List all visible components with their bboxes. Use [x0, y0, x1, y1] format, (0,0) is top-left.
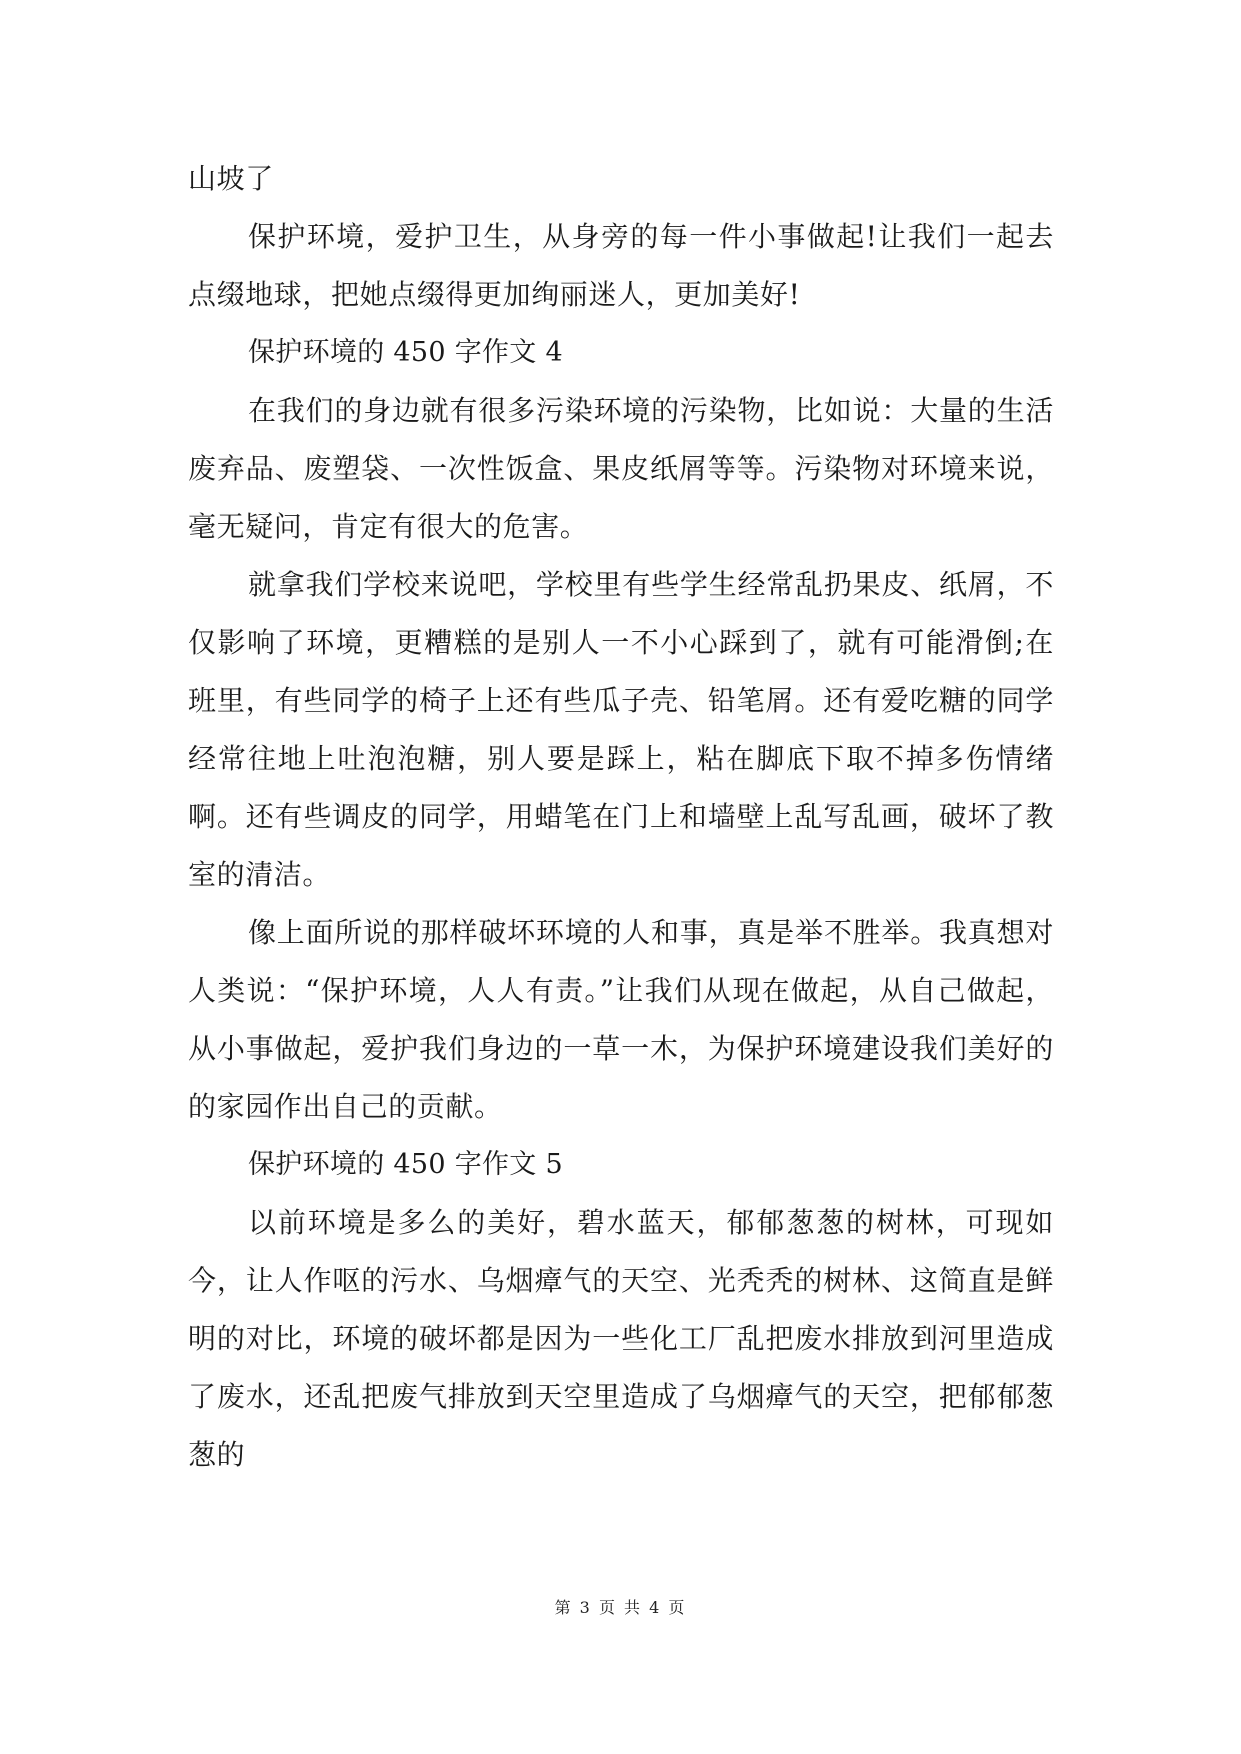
page-footer — [0, 1595, 1241, 1618]
paragraph: 就拿我们学校来说吧，学校里有些学生经常乱扔果皮、纸屑，不仅影响了环境，更糟糕的是别人一不小心踩到了，就有可能滑倒;在班里，有些同学的椅子上还有些瓜子壳、铅笔屑。还有爱吃糖的同学经常往地上吐泡泡糖，别人要是踩上，粘在脚底下取不掉多伤情绪啊。还有些调皮的同学，用蜡笔在门上和墙壁上乱写乱画，破坏了教室的清洁。 — [188, 568, 1054, 891]
document-body — [188, 150, 1054, 1484]
page-number-label: 第 3 页 共 4 页 — [554, 1598, 687, 1617]
paragraph: 以前环境是多么的美好，碧水蓝天，郁郁葱葱的树林，可现如今，让人作呕的污水、乌烟瘴气的天空、光秃秃的树林、这简直是鲜明的对比，环境的破坏都是因为一些化工厂乱把废水排放到河里造成了废水，还乱把废气排放到天空里造成了乌烟瘴气的天空，把郁郁葱葱的 — [188, 1206, 1054, 1471]
paragraph: 像上面所说的那样破坏环境的人和事，真是举不胜举。我真想对人类说：“保护环境，人人有责。”让我们从现在做起，从自己做起，从小事做起，爱护我们身边的一草一木，为保护环境建设我们美好的的家园作出自己的贡献。 — [188, 916, 1054, 1123]
essay-heading: 保护环境的 450 字作文 5 — [248, 1149, 563, 1180]
paragraph-continuation: 山坡了 — [188, 162, 274, 195]
paragraph: 保护环境，爱护卫生，从身旁的每一件小事做起!让我们一起去点缀地球，把她点缀得更加绚丽迷人，更加美好! — [188, 220, 1054, 311]
paragraph: 在我们的身边就有很多污染环境的污染物，比如说：大量的生活废弃品、废塑袋、一次性饭盒、果皮纸屑等等。污染物对环境来说，毫无疑问，肯定有很大的危害。 — [188, 394, 1054, 543]
essay-heading: 保护环境的 450 字作文 4 — [248, 337, 563, 368]
